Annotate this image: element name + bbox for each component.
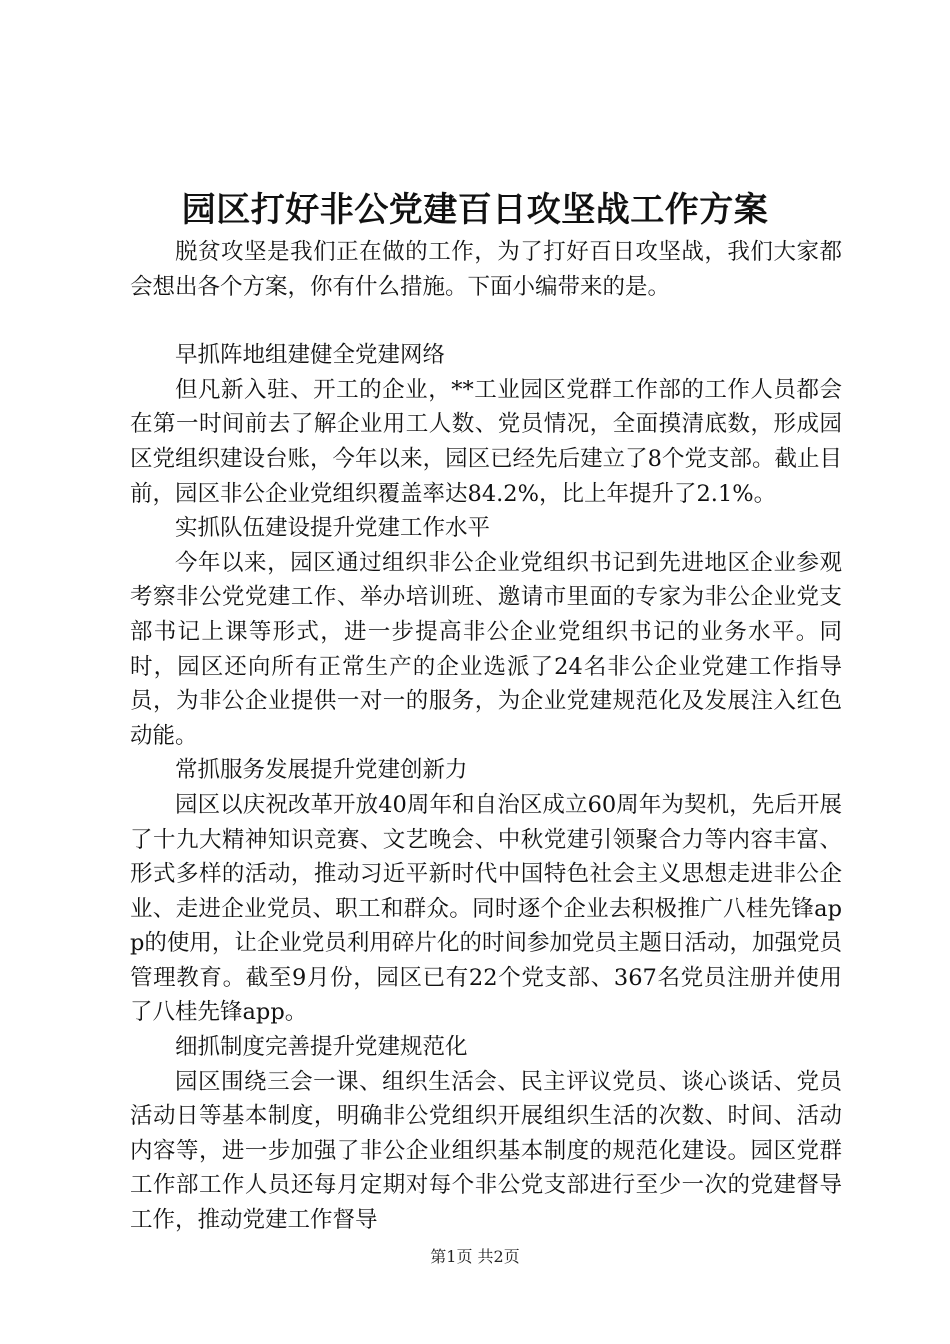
section-heading: 细抓制度完善提升党建规范化 [175, 1034, 468, 1061]
body-paragraph: 今年以来，园区通过组织非公企业党组织书记到先进地区企业参观考察非公党党建工作、举办培训班、邀请市里面的专家为非公企业党支部书记上课等形式，进一步提高非公企业党组织书记的业务水平。同时，园区还向所有正常生产的企业选派了24名非公企业党建工作指导员，为非公企业提供一对一的服务，为企业党建规范化及发展注入红色动能。 [130, 549, 842, 749]
body-paragraph: 园区以庆祝改革开放40周年和自治区成立60周年为契机，先后开展了十九大精神知识竞赛、文艺晚会、中秋党建引领聚合力等内容丰富、形式多样的活动，推动习近平新时代中国特色社会主义思想走进非公企业、走进企业党员、职工和群众。同时逐个企业去积极推广八桂先锋app的使用，让企业党员利用碎片化的时间参加党员主题日活动，加强党员管理教育。截至9月份，园区已有22个党支部、367名党员注册并使用了八桂先锋app。 [130, 791, 842, 1026]
intro-paragraph: 脱贫攻坚是我们正在做的工作，为了打好百日攻坚战，我们大家都会想出各个方案，你有什么措施。下面小编带来的是。 [130, 239, 842, 300]
body-paragraph: 但凡新入驻、开工的企业，**工业园区党群工作部的工作人员都会在第一时间前去了解企业用工人数、党员情况，全面摸清底数，形成园区党组织建设台账，今年以来，园区已经先后建立了8个党支部。截止目前，园区非公企业党组织覆盖率达84.2%，比上年提升了2.1%。 [130, 376, 842, 507]
document-body [130, 235, 842, 1238]
section-heading: 早抓阵地组建健全党建网络 [175, 342, 446, 369]
page-footer: 第1页 共2页 [430, 1247, 520, 1266]
section-heading: 常抓服务发展提升党建创新力 [175, 757, 468, 784]
document-title: 园区打好非公党建百日攻坚战工作方案 [181, 190, 769, 230]
section-heading: 实抓队伍建设提升党建工作水平 [175, 515, 491, 542]
body-paragraph: 园区围绕三会一课、组织生活会、民主评议党员、谈心谈话、党员活动日等基本制度，明确非公党组织开展组织生活的次数、时间、活动内容等，进一步加强了非公企业组织基本制度的规范化建设。园区党群工作部工作人员还每月定期对每个非公党支部进行至少一次的党建督导工作，推动党建工作督导 [130, 1068, 842, 1234]
